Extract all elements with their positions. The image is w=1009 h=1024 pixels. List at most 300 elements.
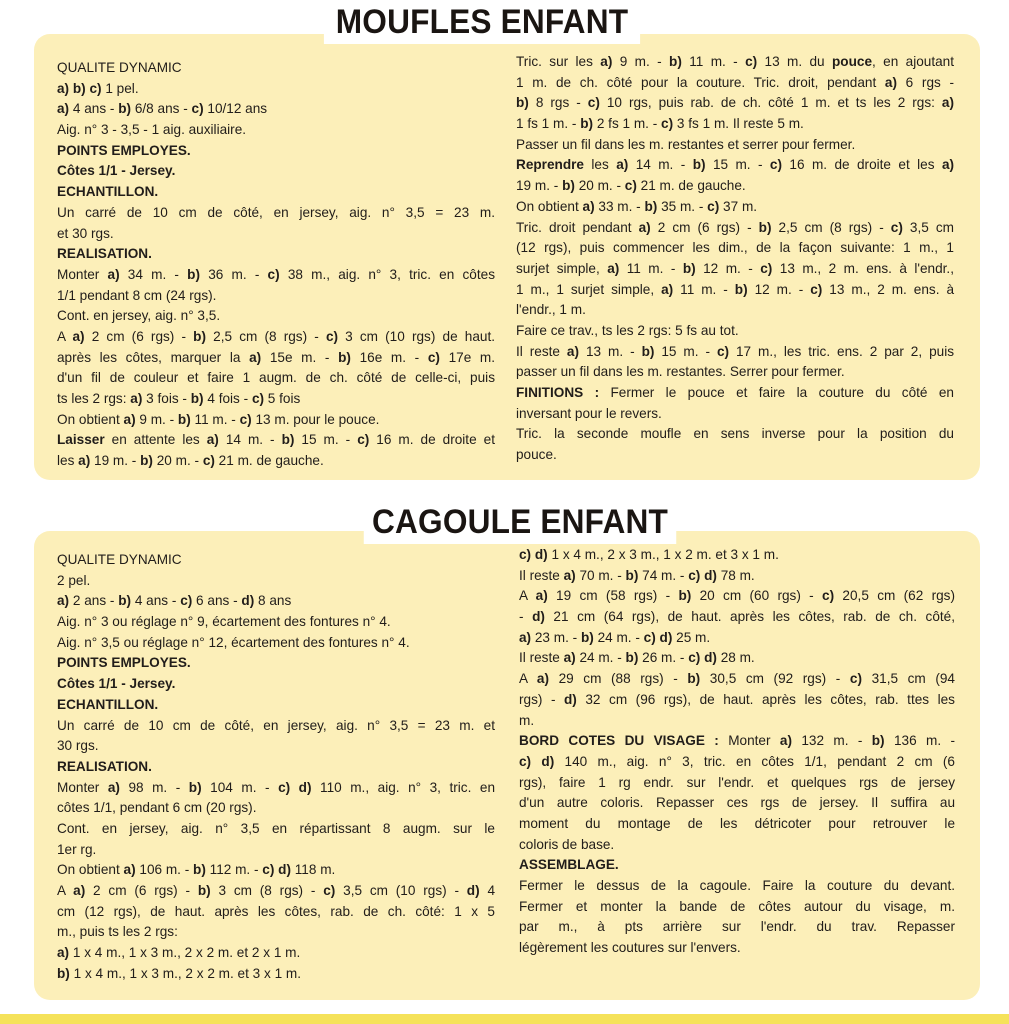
text-line — [57, 695, 495, 716]
text-line — [57, 860, 495, 881]
bold-text-run: a) — [600, 54, 613, 69]
text-line — [57, 327, 495, 348]
bottom-yellow-band — [0, 1014, 1009, 1024]
bold-text-run: c) d) — [262, 862, 291, 878]
bold-text-run: a) — [779, 733, 792, 749]
text-run: rgs) - — [519, 691, 564, 707]
text-run: 14 m. - — [218, 432, 282, 448]
text-run: 35 m. - — [657, 198, 708, 214]
bold-text-run: c) — [661, 116, 674, 132]
bold-text-run: b) — [193, 328, 206, 344]
text-line — [516, 280, 954, 301]
bold-text-run: b) — [758, 219, 772, 235]
text-line — [57, 58, 495, 79]
text-line — [57, 902, 495, 923]
bold-text-run: a) — [607, 260, 620, 276]
text-run: A — [519, 588, 536, 604]
text-line — [516, 114, 954, 135]
text-line — [57, 757, 495, 778]
bold-text-run: d) — [564, 691, 577, 707]
text-run: Aig. n° 3 ou réglage n° 9, écartement des fontures n° 4. — [57, 614, 391, 630]
bold-text-run: POINTS EMPLOYES. — [57, 655, 191, 671]
text-line — [57, 964, 495, 985]
bold-text-run: a) — [123, 862, 136, 878]
bold-text-run: a) — [566, 343, 580, 359]
bold-text-run: a) — [73, 883, 86, 898]
bold-text-run: c) d) — [688, 650, 717, 666]
text-line — [519, 897, 955, 918]
bold-text-run: a) — [884, 74, 898, 90]
text-run: Un carré de 10 cm de côté, en jersey, aig. n° 3,5 = 23 m. et — [57, 717, 495, 733]
text-line — [516, 73, 954, 94]
bold-text-run: c) d) — [519, 547, 548, 562]
text-run: 13 m. pour le pouce. — [251, 411, 380, 427]
text-run: surjet simple, — [516, 260, 608, 276]
text-run: d'un fil de couleur et faire 1 augm. de ch. côté de celle-ci, puis — [57, 370, 495, 386]
text-run: 13 m., 2 m. ens. à l'endr., — [772, 260, 954, 276]
text-run: 23 m. - — [531, 629, 581, 645]
text-run: 8 rgs - — [528, 95, 588, 111]
bold-text-run: b) — [692, 157, 706, 173]
text-line — [57, 798, 495, 819]
text-run: Monter — [57, 779, 108, 795]
text-run: 1 m., 1 surjet simple, — [516, 281, 662, 297]
text-line — [57, 161, 495, 182]
text-run: 16 m. de droite et les — [782, 157, 942, 173]
text-line — [519, 938, 955, 959]
text-run: 34 m. - — [119, 266, 188, 282]
text-run: 30,5 cm (92 rgs) - — [700, 671, 850, 687]
text-run: Fermer et monter la bande de côtes autour du visage, m. — [519, 898, 955, 914]
text-run: les — [584, 157, 617, 173]
text-run: A — [519, 671, 537, 687]
bold-text-run: c) — [191, 101, 204, 117]
text-run: On obtient — [57, 862, 124, 878]
text-run: 17e m. — [439, 349, 496, 365]
text-run: (12 rgs), puis commencer les dim., de la façon suivante: 1 m., 1 — [516, 240, 954, 256]
text-run: Un carré de 10 cm de côté, en jersey, aig. n° 3,5 = 23 m. — [57, 204, 495, 220]
text-line — [57, 550, 495, 571]
text-run: 11 m. - — [681, 54, 746, 69]
text-run: 15 m. - — [294, 432, 358, 448]
text-line — [57, 120, 495, 141]
bold-text-run: c) — [707, 198, 720, 214]
text-line — [57, 571, 495, 592]
text-run: 30 rgs. — [57, 738, 99, 754]
bold-text-run: a) — [107, 779, 120, 795]
text-run: Monter — [57, 266, 108, 282]
text-run: 1 x 4 m., 2 x 3 m., 1 x 2 m. et 3 x 1 m. — [547, 547, 779, 562]
bold-text-run: b) — [193, 862, 206, 878]
bold-text-run: b) — [188, 779, 202, 795]
text-run: 9 m. - — [612, 54, 670, 69]
bold-text-run: c) — [810, 281, 823, 297]
text-run: 21 cm (64 rgs), de haut. après les côtes, rab. de ch. côté, — [544, 609, 955, 625]
bold-text-run: ECHANTILLON. — [57, 696, 159, 712]
bold-text-run: c) — [239, 411, 252, 427]
bold-text-run: a) — [563, 650, 576, 666]
text-run: 10/12 ans — [203, 101, 268, 117]
text-run: m. — [519, 712, 535, 728]
text-line — [516, 176, 954, 197]
text-run: 21 m. de gauche. — [214, 453, 324, 469]
text-line — [57, 410, 495, 431]
text-line — [516, 52, 954, 73]
bold-text-run: a) — [519, 629, 532, 645]
text-line — [57, 265, 495, 286]
bold-text-run: c) — [267, 266, 280, 282]
text-line — [57, 778, 495, 799]
text-run: , en ajoutant — [872, 54, 955, 69]
bold-text-run: a) — [57, 945, 70, 961]
bold-text-run: b) — [641, 343, 655, 359]
text-run: 20,5 cm (62 rgs) — [834, 588, 955, 604]
text-run: 2 ans - — [69, 593, 119, 609]
text-run: et 30 rgs. — [57, 225, 114, 241]
moufles-right-column — [516, 52, 954, 466]
bold-text-run: ASSEMBLAGE. — [519, 857, 619, 873]
text-run: 74 m. - — [638, 567, 689, 583]
text-run: 140 m., aig. n° 3, tric. en côtes 1/1, pendant 2 cm (6 — [554, 753, 955, 769]
text-run: 5 fois — [264, 391, 301, 406]
text-run: 4 ans - — [131, 593, 181, 609]
bold-text-run: c) — [822, 588, 835, 604]
text-line — [516, 342, 954, 363]
text-line — [516, 155, 954, 176]
text-run: 1er rg. — [57, 841, 97, 857]
bold-text-run: a) — [616, 157, 629, 173]
text-line — [519, 628, 955, 649]
section-title-cagoule: CAGOULE ENFANT — [364, 500, 676, 544]
text-run: Tric. sur les — [516, 54, 601, 69]
text-run: l'endr., 1 m. — [516, 302, 586, 318]
text-run: 11 m. - — [619, 260, 683, 276]
text-line — [519, 711, 955, 732]
text-run: 20 m. - — [574, 178, 625, 194]
text-line — [519, 773, 955, 794]
bold-text-run: c) — [716, 343, 730, 359]
text-run: 112 m. - — [205, 862, 263, 878]
text-run: 20 cm (60 rgs) - — [691, 588, 823, 604]
text-run: 3 cm (8 rgs) - — [210, 883, 324, 898]
bold-text-run: b) — [177, 411, 191, 427]
bold-text-run: pouce — [831, 54, 873, 69]
bold-text-run: c) — [745, 54, 758, 69]
text-run: 11 m. - — [190, 411, 240, 427]
text-run: Cont. en jersey, aig. n° 3,5. — [57, 308, 221, 324]
bold-text-run: b) — [682, 260, 696, 276]
text-run: 21 m. de gauche. — [636, 178, 746, 194]
text-line — [516, 321, 954, 342]
bold-text-run: BORD COTES DU VISAGE : — [519, 733, 719, 749]
bold-text-run: a) — [72, 328, 85, 344]
moufles-left-column — [57, 58, 495, 472]
bold-text-run: c) — [760, 260, 773, 276]
bold-text-run: b) — [562, 178, 575, 194]
text-line — [57, 716, 495, 737]
bold-text-run: b) — [190, 391, 204, 406]
bold-text-run: b) — [118, 101, 132, 117]
bold-text-run: c) d) — [688, 567, 717, 583]
text-run: après les côtes, marquer la — [57, 349, 250, 365]
text-run: On obtient — [516, 198, 583, 214]
bold-text-run: b) — [118, 593, 132, 609]
text-line — [57, 674, 495, 695]
text-run: A — [57, 883, 74, 898]
text-run: 1/1 pendant 8 cm (24 rgs). — [57, 287, 217, 303]
text-run: Monter — [718, 733, 780, 749]
text-run: coloris de base. — [519, 836, 615, 852]
text-line — [57, 141, 495, 162]
text-line — [57, 612, 495, 633]
text-line — [516, 404, 954, 425]
text-run: 19 cm (58 rgs) - — [547, 588, 679, 604]
bold-text-run: a) — [535, 588, 548, 604]
text-line — [516, 197, 954, 218]
bold-text-run: d) — [466, 883, 480, 898]
text-run: 10 rgs, puis rab. de ch. côté 1 m. et ts les 2 rgs: — [599, 95, 942, 111]
text-line — [57, 368, 495, 389]
text-line — [519, 648, 955, 669]
text-run: 15e m. - — [261, 349, 339, 365]
text-run: 3,5 cm (10 rgs) - — [335, 883, 467, 898]
bold-text-run: a) — [57, 101, 70, 117]
text-run: en attente les — [104, 432, 207, 448]
text-run: 11 m. - — [673, 281, 735, 297]
bold-text-run: b) — [625, 567, 639, 583]
text-run: 118 m. — [290, 862, 336, 878]
text-run: 33 m. - — [594, 198, 645, 214]
text-run: 31,5 cm (94 — [862, 671, 955, 687]
text-run: 36 m. - — [200, 266, 268, 282]
bold-text-run: d) — [241, 593, 255, 609]
text-line — [519, 876, 955, 897]
text-run: 14 m. - — [628, 157, 693, 173]
bold-text-run: a) — [78, 453, 91, 469]
text-line — [57, 819, 495, 840]
bold-text-run: c) — [427, 349, 440, 365]
text-run: les — [57, 453, 79, 469]
text-line — [57, 203, 495, 224]
text-run: 2,5 cm (8 rgs) - — [206, 328, 326, 344]
bold-text-run: b) — [140, 453, 153, 469]
text-run: 26 m. - — [638, 650, 689, 666]
text-run: ts les 2 rgs: — [57, 391, 131, 406]
text-line — [516, 93, 954, 114]
text-run: 17 m., les tric. ens. 2 par 2, puis — [729, 343, 955, 359]
bold-text-run: b) — [516, 95, 529, 111]
text-line — [57, 286, 495, 307]
text-line — [57, 348, 495, 369]
text-run: Il reste — [519, 567, 564, 583]
text-run: 3 fois - — [142, 391, 191, 406]
text-line — [519, 586, 955, 607]
text-line — [516, 238, 954, 259]
text-run: 24 m. - — [593, 629, 644, 645]
text-run: légèrement les coutures sur l'envers. — [519, 940, 741, 956]
text-line — [57, 430, 495, 451]
text-run: côtes 1/1, pendant 6 cm (20 rgs). — [57, 800, 257, 816]
text-run: QUALITE DYNAMIC — [57, 552, 182, 567]
text-run: Aig. n° 3,5 ou réglage n° 12, écartement des fontures n° 4. — [57, 634, 410, 650]
text-run: 24 m. - — [575, 650, 626, 666]
text-run: 106 m. - — [135, 862, 194, 878]
text-run: passer un fil dans les m. restantes. Serrer pour fermer. — [516, 364, 845, 380]
text-line — [516, 445, 954, 466]
text-line — [57, 451, 495, 472]
text-line — [516, 424, 954, 445]
text-line — [519, 814, 955, 835]
text-run: QUALITE DYNAMIC — [57, 60, 182, 75]
text-run: 37 m. — [719, 198, 758, 214]
cagoule-right-column — [519, 545, 955, 959]
text-run: 3 cm (10 rgs) de haut. — [338, 328, 496, 344]
bold-text-run: c) — [587, 95, 600, 111]
text-run: 12 m. - — [747, 281, 811, 297]
text-run: 1 x 4 m., 1 x 3 m., 2 x 2 m. et 3 x 1 m. — [69, 965, 302, 981]
text-line — [519, 607, 955, 628]
bold-text-run: c) d) — [643, 629, 673, 645]
bold-text-run: c) — [357, 432, 370, 448]
text-run: 136 m. - — [884, 733, 955, 749]
bold-text-run: b) — [580, 116, 594, 132]
section-title-moufles: MOUFLES ENFANT — [324, 0, 640, 44]
text-run: 9 m. - — [135, 411, 178, 427]
bold-text-run: b) — [734, 281, 748, 297]
cagoule-left-column — [57, 550, 495, 984]
bold-text-run: b) — [580, 629, 594, 645]
text-run: inversant pour le revers. — [516, 405, 662, 421]
bold-text-run: c) — [202, 453, 215, 469]
bold-text-run: b) — [644, 198, 658, 214]
bold-text-run: Laisser — [57, 432, 105, 448]
text-line — [57, 306, 495, 327]
text-run: m., puis ts les 2 rgs: — [57, 924, 178, 940]
bold-text-run: a) — [206, 432, 219, 448]
text-line — [519, 545, 955, 566]
text-run: 25 m. — [672, 629, 711, 645]
text-line — [519, 793, 955, 814]
bold-text-run: b) — [57, 965, 70, 981]
text-run: 1 fs 1 m. - — [516, 116, 581, 132]
text-run: Il reste — [519, 650, 564, 666]
text-run: 104 m. - — [201, 779, 279, 795]
bold-text-run: c) — [180, 593, 193, 609]
bold-text-run: REALISATION. — [57, 246, 152, 262]
text-line — [57, 922, 495, 943]
text-line — [519, 835, 955, 856]
text-run: 6 ans - — [192, 593, 242, 609]
text-run: 132 m. - — [791, 733, 872, 749]
text-line — [519, 731, 955, 752]
text-run: 3,5 cm — [902, 219, 954, 235]
text-run: 13 m., 2 m. ens. à — [822, 281, 955, 297]
text-run: 3 fs 1 m. Il reste 5 m. — [673, 116, 804, 132]
text-run: 28 m. — [716, 650, 755, 666]
text-run: Tric. droit pendant — [516, 219, 639, 235]
bold-text-run: POINTS EMPLOYES. — [57, 142, 191, 158]
text-run: 2 cm (6 rgs) - — [84, 328, 194, 344]
text-run: 4 — [479, 883, 496, 898]
text-run: d'un autre coloris. Repasser ces rgs de jersey. Il suffira au — [519, 795, 955, 811]
text-run: 16e m. - — [350, 349, 428, 365]
text-line — [57, 633, 495, 654]
text-run: 13 m. du — [757, 54, 832, 69]
text-run: cm (12 rgs), de haut. après les côtes, rab. de ch. côté: 1 x 5 — [57, 903, 495, 919]
text-line — [516, 300, 954, 321]
bold-text-run: a) — [57, 593, 70, 609]
text-run: 1 m. de ch. côté pour la couture. Tric. droit, pendant — [516, 74, 885, 90]
text-line — [57, 182, 495, 203]
bold-text-run: c) d) — [519, 753, 555, 769]
text-run: 70 m. - — [575, 567, 626, 583]
text-line — [57, 736, 495, 757]
text-run: 19 m. - — [90, 453, 141, 469]
bold-text-run: c) — [890, 219, 903, 235]
text-run: 12 m. - — [695, 260, 761, 276]
bold-text-run: Côtes 1/1 - Jersey. — [57, 163, 176, 179]
bold-text-run: c) — [325, 328, 339, 344]
bold-text-run: b) — [187, 266, 200, 282]
text-run: 2 fs 1 m. - — [593, 116, 662, 132]
text-run: Fermer le dessus de la cagoule. Faire la couture du devant. — [519, 878, 955, 893]
bold-text-run: b) — [281, 432, 295, 448]
text-run: 4 ans - — [69, 101, 119, 117]
text-line — [519, 855, 955, 876]
text-run: 1 pel. — [101, 80, 139, 96]
bold-text-run: a) — [582, 198, 595, 214]
text-run: A — [57, 328, 73, 344]
text-line — [57, 943, 495, 964]
text-run: 4 fois - — [203, 391, 252, 406]
bold-text-run: Côtes 1/1 - Jersey. — [57, 676, 176, 692]
text-line — [57, 591, 495, 612]
text-run: Il reste — [516, 343, 567, 359]
bold-text-run: b) — [871, 733, 885, 749]
text-line — [57, 224, 495, 245]
bold-text-run: ECHANTILLON. — [57, 184, 159, 200]
bold-text-run: Reprendre — [516, 157, 584, 173]
text-run: 98 m. - — [119, 779, 189, 795]
text-run: Aig. n° 3 - 3,5 - 1 aig. auxiliaire. — [57, 122, 247, 138]
text-run: 2 cm (6 rgs) - — [85, 883, 198, 898]
text-line — [516, 362, 954, 383]
text-line — [519, 690, 955, 711]
bold-text-run: a) — [941, 95, 954, 111]
bold-text-run: c) d) — [278, 779, 312, 795]
text-line — [57, 99, 495, 120]
bold-text-run: a) — [661, 281, 674, 297]
text-run: 110 m., aig. n° 3, tric. en — [311, 779, 496, 795]
text-run: 32 cm (96 rgs), de haut. après les côtes, rab. ttes les — [576, 691, 955, 707]
text-line — [57, 389, 495, 410]
bold-text-run: REALISATION. — [57, 758, 152, 774]
text-line — [519, 752, 955, 773]
text-run: 29 cm (88 rgs) - — [549, 671, 688, 687]
bold-text-run: FINITIONS : — [516, 385, 600, 400]
text-run: 6 rgs - — [897, 74, 954, 90]
text-run: 15 m. - — [705, 157, 770, 173]
bold-text-run: c) — [624, 178, 637, 194]
bold-text-run: a) — [249, 349, 262, 365]
text-run: 78 m. — [716, 567, 755, 583]
text-line — [57, 881, 495, 902]
bold-text-run: d) — [532, 609, 545, 625]
bold-text-run: a) — [123, 411, 136, 427]
text-run: rgs), faire 1 rg endr. sur l'endr. et quelques rgs de jersey — [519, 774, 955, 790]
bold-text-run: b) — [197, 883, 211, 898]
text-run: 38 m., aig. n° 3, tric. en côtes — [279, 266, 495, 282]
